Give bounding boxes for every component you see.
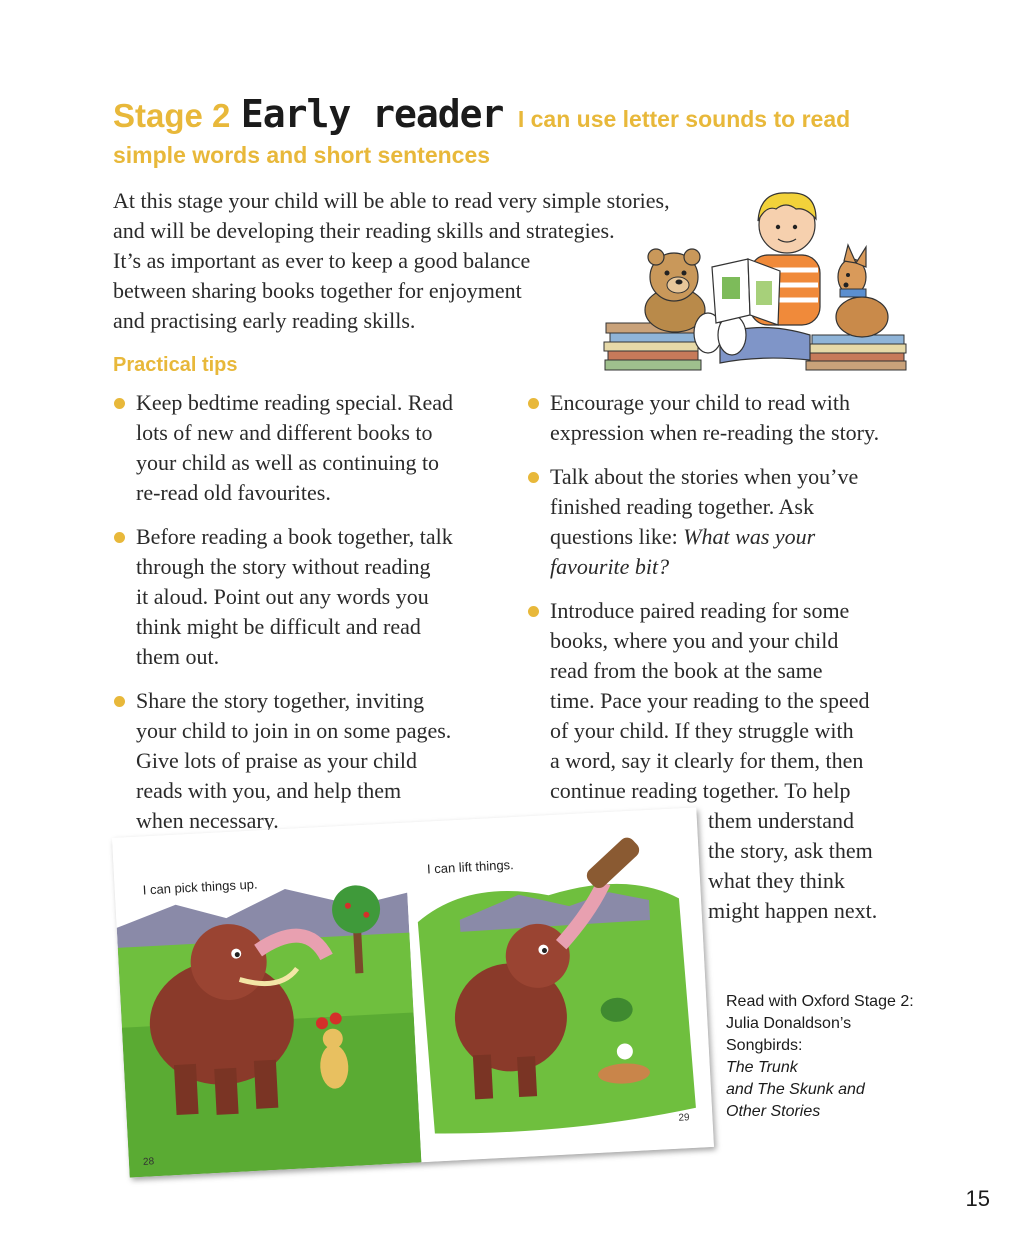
tip-line: Introduce paired reading for some <box>550 598 850 623</box>
intro-line: and practising early reading skills. <box>113 308 416 333</box>
tip-bedtime-reading <box>136 388 453 508</box>
book-caption <box>726 991 914 1123</box>
caption-line: Read with Oxford Stage 2: <box>726 993 914 1010</box>
tip-question-italic: What was your <box>683 524 816 549</box>
tip-line: them understand <box>708 808 855 833</box>
boy-reading-illustration <box>600 185 910 375</box>
tip-line: think might be difficult and read <box>136 614 421 639</box>
tip-before-reading <box>136 522 453 672</box>
page-number: 15 <box>965 1186 990 1211</box>
intro-line: It’s as important as ever to keep a good balance <box>113 248 531 273</box>
bullet-dot-icon <box>114 532 125 543</box>
tip-line: it aloud. Point out any words you <box>136 584 429 609</box>
stage-subtitle-line2: simple words and short sentences <box>113 142 491 168</box>
tip-share-story <box>136 686 451 836</box>
book-left-text: I can pick things up. <box>142 876 258 898</box>
caption-title-italic: The Trunk <box>726 1059 798 1076</box>
tip-line: Keep bedtime reading special. Read <box>136 390 454 415</box>
tip-line: read from the book at the same <box>550 658 823 683</box>
book-right-text: I can lift things. <box>426 857 515 877</box>
tip-line: what they think <box>708 868 845 893</box>
tip-line: re-read old favourites. <box>136 480 331 505</box>
tip-line: might happen next. <box>708 898 878 923</box>
tip-line: when necessary. <box>136 808 279 833</box>
tip-line: of your child. If they struggle with <box>550 718 854 743</box>
book-right-page <box>405 807 714 1162</box>
book-spread-image <box>112 807 714 1177</box>
toy-dog <box>836 245 888 337</box>
tip-line: them out. <box>136 644 220 669</box>
intro-line: At this stage your child will be able to read very simple stories, <box>113 188 670 213</box>
tip-line: Encourage your child to read with <box>550 390 850 415</box>
caption-line <box>726 1079 914 1101</box>
tip-line: time. Pace your reading to the speed <box>550 688 870 713</box>
tip-line: continue reading together. To help <box>550 778 851 803</box>
bullet-dot-icon <box>528 472 539 483</box>
bullet-dot-icon <box>114 696 125 707</box>
book-left-page <box>112 823 421 1178</box>
tip-paired-reading-wrap <box>708 806 877 926</box>
tip-line: your child as well as continuing to <box>136 450 440 475</box>
stage-name: Early reader <box>240 92 504 136</box>
tip-line: Before reading a book together, talk <box>136 524 453 549</box>
bullet-dot-icon <box>528 606 539 617</box>
tip-line <box>550 552 858 582</box>
tip-question-prefix: questions like: <box>550 524 684 549</box>
caption-line <box>726 1035 914 1079</box>
tip-line: your child to join in on some pages. <box>136 718 452 743</box>
tip-line: the story, ask them <box>708 838 873 863</box>
tip-line <box>550 522 858 552</box>
stage-subtitle-line1: I can use letter sounds to read <box>517 106 851 132</box>
tip-line: through the story without reading <box>136 554 431 579</box>
book-right-page-number: 29 <box>678 1112 690 1124</box>
tip-line: reads with you, and help them <box>136 778 402 803</box>
caption-title-italic: and The Skunk and <box>726 1081 865 1098</box>
intro-paragraph <box>113 186 670 336</box>
tip-line: Talk about the stories when you’ve <box>550 464 859 489</box>
tip-question-italic-end: favourite bit? <box>550 554 670 579</box>
tip-talk-about-stories <box>550 462 858 582</box>
bullet-dot-icon <box>528 398 539 409</box>
book-stack-right <box>806 335 906 370</box>
tip-line: a word, say it clearly for them, then <box>550 748 864 773</box>
page-title <box>113 92 850 136</box>
caption-title-italic: Other Stories <box>726 1103 821 1120</box>
caption-line: Julia Donaldson’s <box>726 1015 852 1032</box>
intro-line: between sharing books together for enjoyment <box>113 278 522 303</box>
tip-line: Share the story together, inviting <box>136 688 425 713</box>
bullet-dot-icon <box>114 398 125 409</box>
tip-line: expression when re-reading the story. <box>550 420 880 445</box>
tip-expression <box>550 388 879 448</box>
caption-series: Songbirds: <box>726 1037 803 1054</box>
book-left-page-number: 28 <box>142 1156 155 1168</box>
tip-line: books, where you and your child <box>550 628 839 653</box>
teddy-bear <box>645 249 705 332</box>
practical-tips-heading: Practical tips <box>113 354 238 376</box>
tip-line: finished reading together. Ask <box>550 494 814 519</box>
stage-label: Stage 2 <box>113 97 231 134</box>
intro-line: and will be developing their reading skills and strategies. <box>113 218 615 243</box>
tip-line: lots of new and different books to <box>136 420 433 445</box>
caption-line <box>726 1101 914 1123</box>
open-picture-book <box>712 259 780 325</box>
tip-line: Give lots of praise as your child <box>136 748 418 773</box>
tip-paired-reading <box>550 596 870 806</box>
